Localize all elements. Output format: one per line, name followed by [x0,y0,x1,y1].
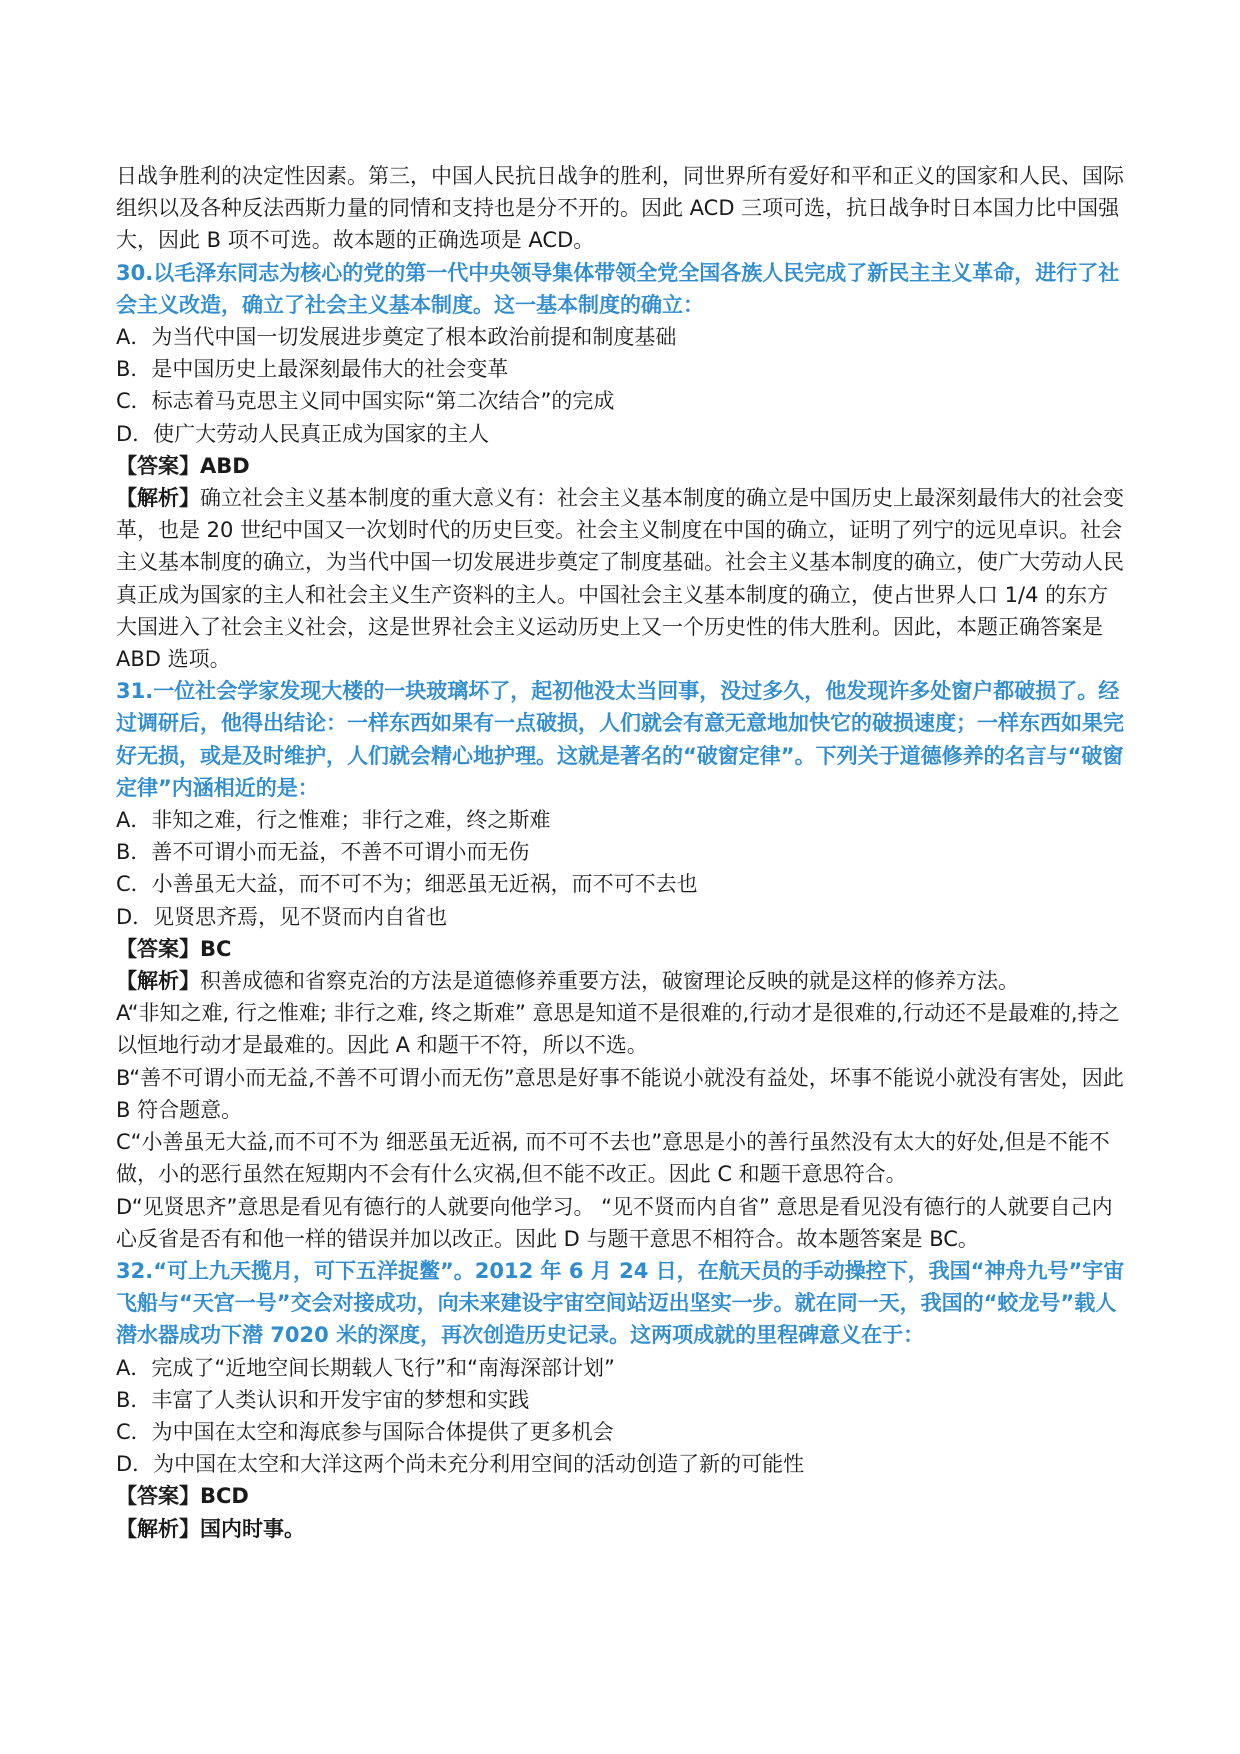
answer-line [116,450,1126,482]
intro-paragraph: 日战争胜利的决定性因素。第三，中国人民抗日战争的胜利，同世界所有爱好和平和正义的国家和人民、国际组织以及各种反法西斯力量的同情和支持也是分不开的。因此 ACD 三项可选，抗日战争时日本国力比中国强大，因此 B 项不可选。故本题的正确选项是 ACD。 [116,164,1124,253]
question-32 [116,1255,1126,1545]
document-page [116,160,1126,1545]
option-a: A．完成了“近地空间长期载人飞行”和“南海深部计划” [116,1355,615,1380]
answer-label: 【答案】 [116,1484,200,1509]
answer-line [116,1480,1126,1512]
explanation-label: 【解析】 [116,1516,200,1541]
option-b: B．善不可谓小而无益，不善不可谓小而无伤 [116,840,530,865]
explanation-a: A“非知之难, 行之惟难; 非行之难, 终之斯难” 意思是知道不是很难的,行动才是很难的,行动还不是最难的,持之以恒地行动才是最难的。因此 A 和题干不符，所以不选。 [116,1001,1120,1058]
explanation [116,482,1126,675]
answer-value: ABD [200,453,250,478]
option-a: A．非知之难，行之惟难；非行之难，终之斯难 [116,808,551,833]
explanation-label: 【解析】 [116,486,200,511]
answer-label: 【答案】 [116,936,200,961]
explanation [116,1513,1126,1545]
explanation-b: B“善不可谓小而无益,不善不可谓小而无伤”意思是好事不能说小就没有益处，坏事不能说小就没有害处，因此 B 符合题意。 [116,1065,1124,1122]
question-31 [116,675,1126,1255]
explanation-text: 国内时事。 [200,1516,305,1541]
option-c: C．小善虽无大益，而不可不为；细恶虽无近祸，而不可不去也 [116,872,698,897]
explanation-text: 积善成德和省察克治的方法是道德修养重要方法，破窗理论反映的就是这样的修养方法。 [200,969,1019,994]
answer-value: BCD [200,1484,249,1509]
question-30 [116,257,1126,676]
explanation-c: C“小善虽无大益,而不可不为 细恶虽无近祸, 而不可不去也”意思是小的善行虽然没有太大的好处,但是不能不做，小的恶行虽然在短期内不会有什么灾祸,但不能不改正。因此 C 和题干意思符合。 [116,1130,1110,1187]
option-c: C．为中国在太空和海底参与国际合体提供了更多机会 [116,1419,614,1444]
answer-line [116,933,1126,965]
question-stem: 30.以毛泽东同志为核心的党的第一代中央领导集体带领全党全国各族人民完成了新民主主义革命，进行了社会主义改造，确立了社会主义基本制度。这一基本制度的确立： [116,260,1120,317]
option-d: D．见贤思齐焉，见不贤而内自省也 [116,904,448,929]
question-stem: 32.“可上九天揽月，可下五洋捉鳖”。2012 年 6 月 24 日，在航天员的手动操控下，我国“神舟九号”宇宙飞船与“天宫一号”交会对接成功，向未来建设宇宙空间站迈出坚实一步。就在同一天，我国的“蛟龙号”载人潜水器成功下潜 7020 米的深度，再次创造历史记录。这两项成就的里程碑意义在于： [116,1258,1125,1348]
answer-label: 【答案】 [116,453,200,478]
answer-value: BC [200,936,232,961]
explanation [116,965,1126,997]
option-d: D．使广大劳动人民真正成为国家的主人 [116,421,490,446]
option-b: B．是中国历史上最深刻最伟大的社会变革 [116,357,509,382]
option-a: A．为当代中国一切发展进步奠定了根本政治前提和制度基础 [116,325,677,350]
explanation-label: 【解析】 [116,969,200,994]
option-c: C．标志着马克思主义同中国实际“第二次结合”的完成 [116,389,615,414]
option-b: B．丰富了人类认识和开发宇宙的梦想和实践 [116,1387,530,1412]
question-stem: 31.一位社会学家发现大楼的一块玻璃坏了，起初他没太当回事，没过多久，他发现许多处窗户都破损了。经过调研后，他得出结论：一样东西如果有一点破损，人们就会有意无意地加快它的破损速度；一样东西如果完好无损，或是及时维护，人们就会精心地护理。这就是著名的“破窗定律”。下列关于道德修养的名言与“破窗定律”内涵相近的是： [116,679,1124,800]
explanation-text: 确立社会主义基本制度的重大意义有：社会主义基本制度的确立是中国历史上最深刻最伟大的社会变革，也是 20 世纪中国又一次划时代的历史巨变。社会主义制度在中国的确立，证明了列宁的远见卓识。社会主义基本制度的确立，为当代中国一切发展进步奠定了制度基础。社会主义基本制度的确立，使广大劳动人民真正成为国家的主人和社会主义生产资料的主人。中国社会主义基本制度的确立，使占世界人口 1/4 的东方大国进入了社会主义社会，这是世界社会主义运动历史上又一个历史性的伟大胜利。因此，本题正确答案是 ABD 选项。 [116,486,1124,672]
explanation-d: D“见贤思齐”意思是看见有德行的人就要向他学习。 “见不贤而内自省” 意思是看见没有德行的人就要自己内心反省是否有和他一样的错误并加以改正。因此 D 与题干意思不相符合。故本题答案是 BC。 [116,1194,1113,1251]
option-d: D．为中国在太空和大洋这两个尚未充分利用空间的活动创造了新的可能性 [116,1452,805,1477]
